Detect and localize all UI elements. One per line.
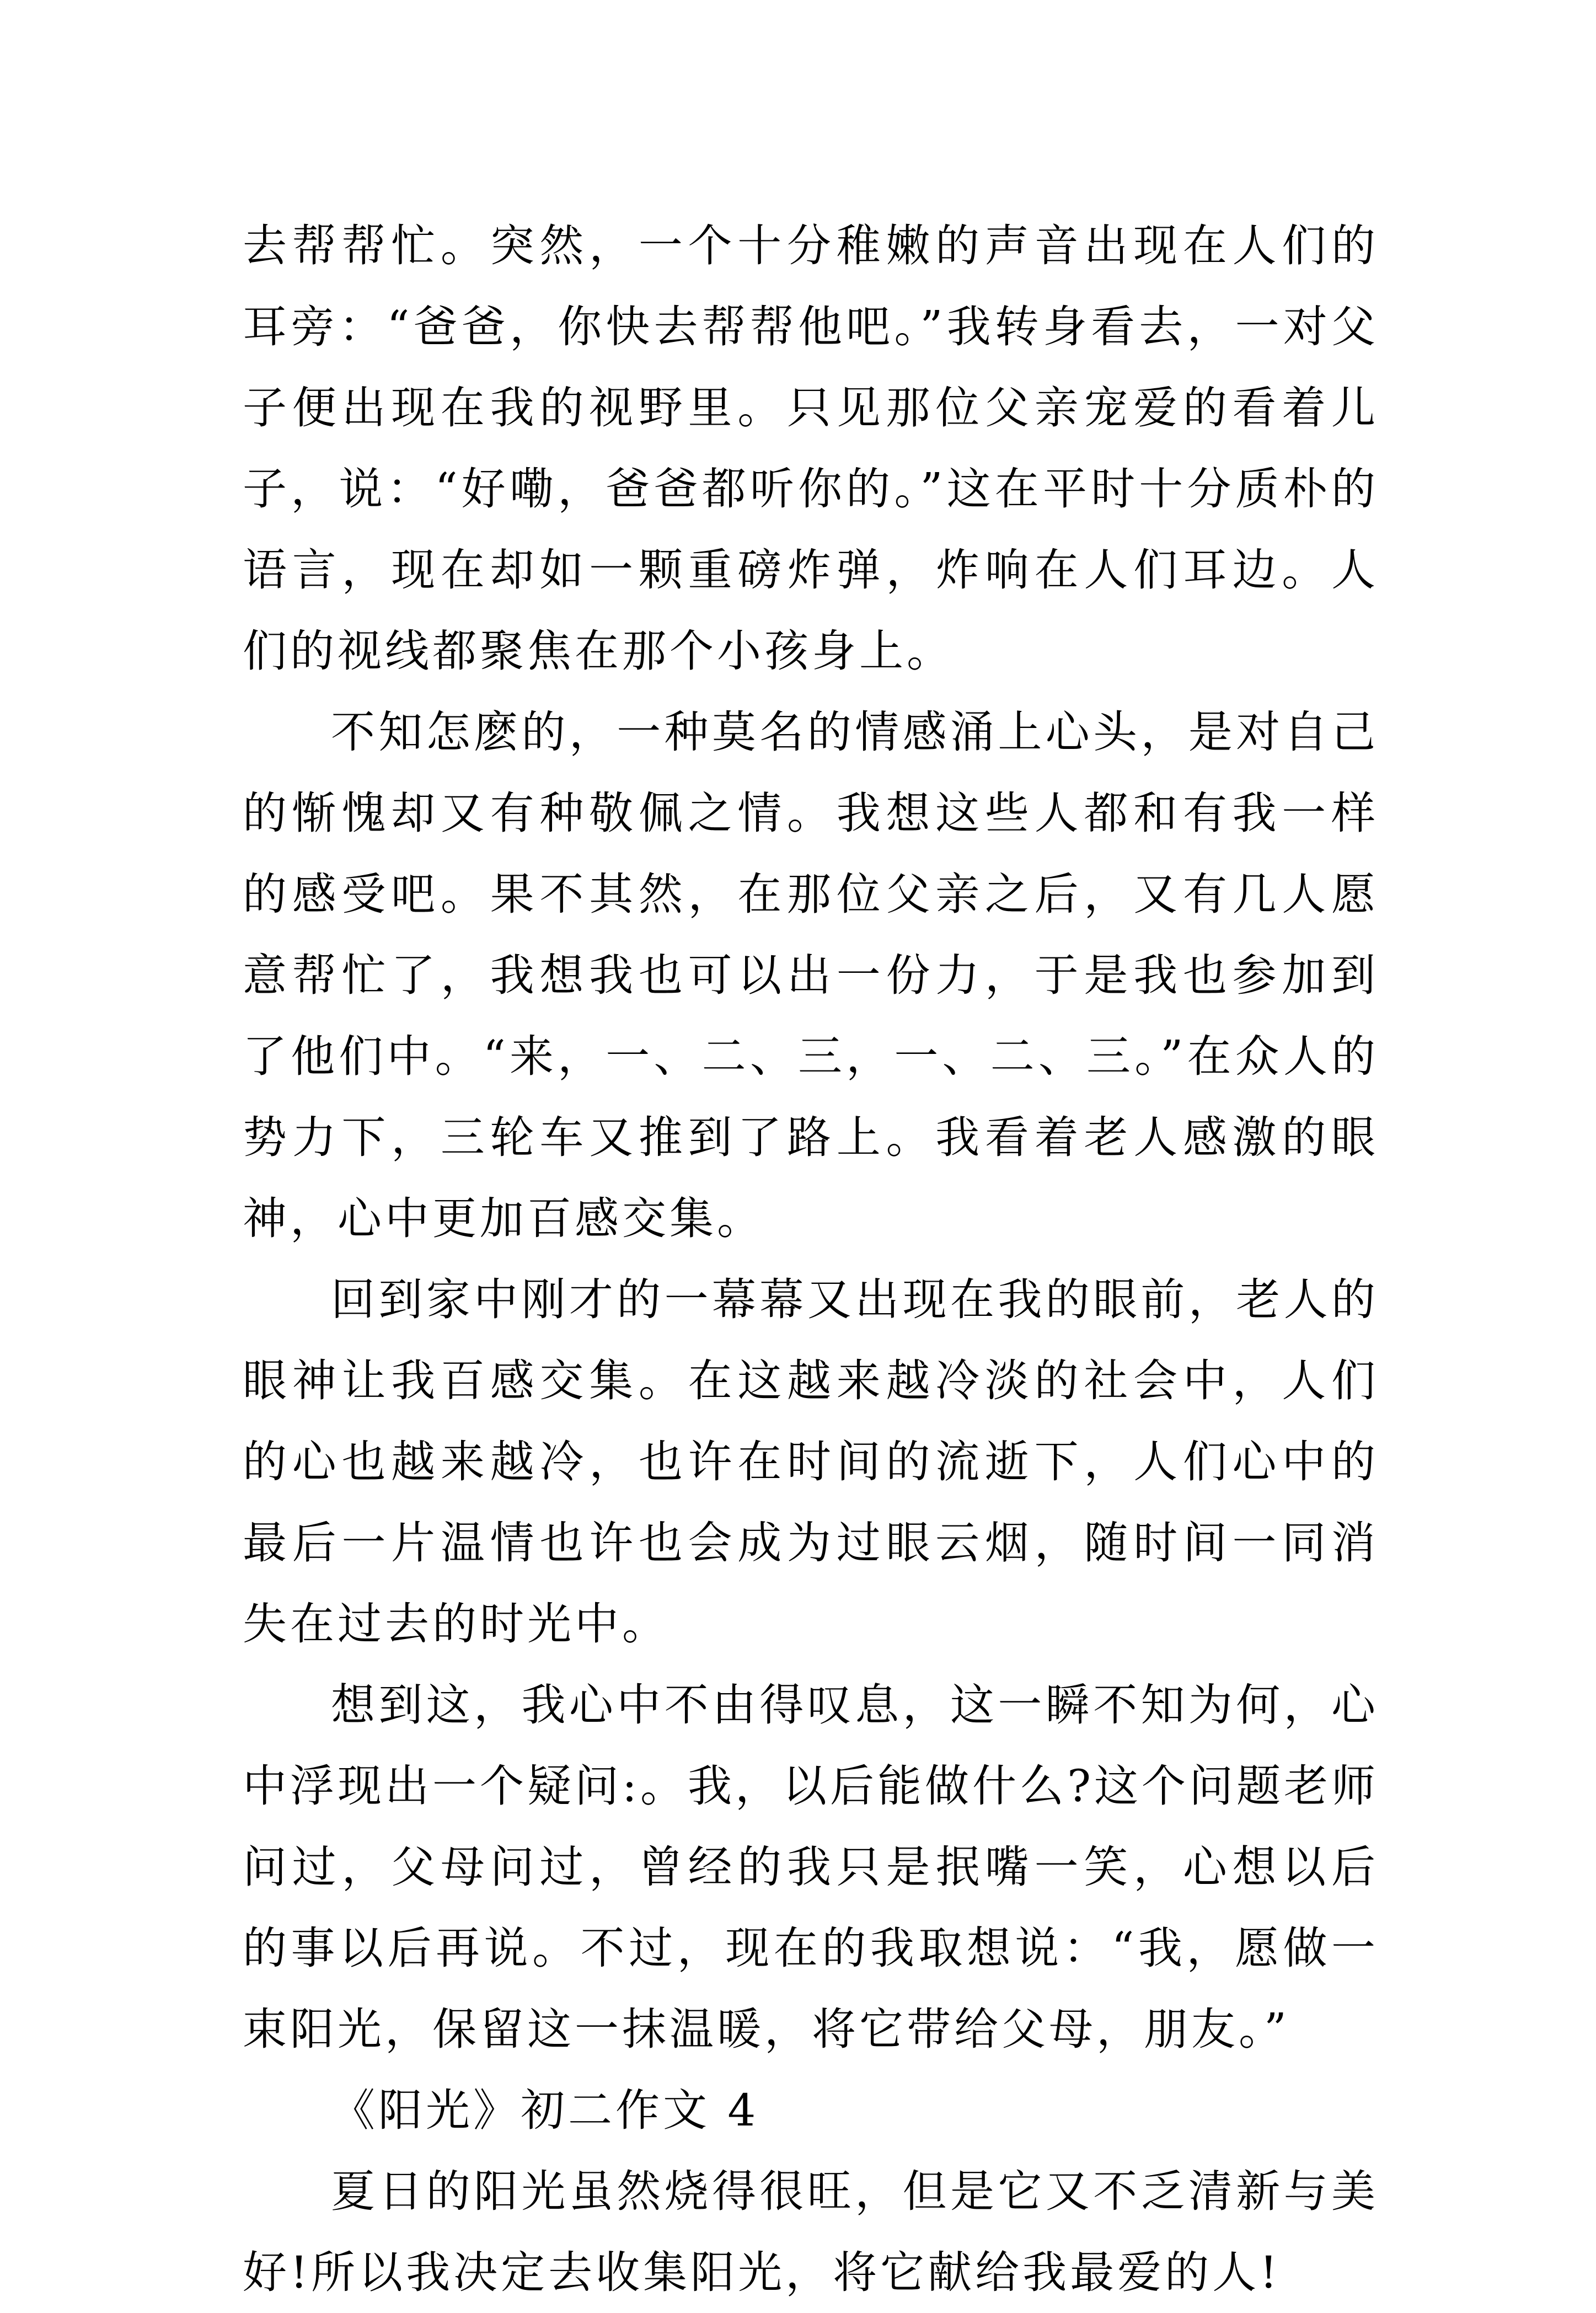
- paragraph-continuation: 去帮帮忙。突然，一个十分稚嫩的声音出现在人们的耳旁：“爸爸，你快去帮帮他吧。”我转身看去，一对父子便出现在我的视野里。只见那位父亲宠爱的看着儿子，说：“好嘞，爸爸都听你的。”这在平时十分质朴的语言，现在却如一颗重磅炸弹，炸响在人们耳边。人们的视线都聚焦在那个小孩身上。: [243, 220, 1379, 677]
- paragraph: 不知怎麽的，一种莫名的情感涌上心头，是对自己的惭愧却又有种敬佩之情。我想这些人都和有我一样的感受吧。果不其然，在那位父亲之后，又有几人愿意帮忙了，我想我也可以出一份力，于是我也参加到了他们中。“来，一、二、三，一、二、三。”在众人的势力下，三轮车又推到了路上。我看着老人感激的眼神，心中更加百感交集。: [243, 706, 1379, 1244]
- document-body: [243, 205, 1379, 2313]
- paragraph: 回到家中刚才的一幕幕又出现在我的眼前，老人的眼神让我百感交集。在这越来越冷淡的社会中，人们的心也越来越冷，也许在时间的流逝下，人们心中的最后一片温情也许也会成为过眼云烟，随时间一同消失在过去的时光中。: [243, 1274, 1379, 1650]
- paragraph: 想到这，我心中不由得叹息，这一瞬不知为何，心中浮现出一个疑问:。我，以后能做什么?这个问题老师问过，父母问过，曾经的我只是抿嘴一笑，心想以后的事以后再说。不过，现在的我取想说：“我，愿做一束阳光，保留这一抹温暖，将它带给父母，朋友。”: [243, 1679, 1379, 2055]
- paragraph: 夏日的阳光虽然烧得很旺，但是它又不乏清新与美好!所以我决定去收集阳光，将它献给我最爱的人!: [243, 2166, 1379, 2298]
- section-heading: 《阳光》初二作文 4: [331, 2085, 759, 2136]
